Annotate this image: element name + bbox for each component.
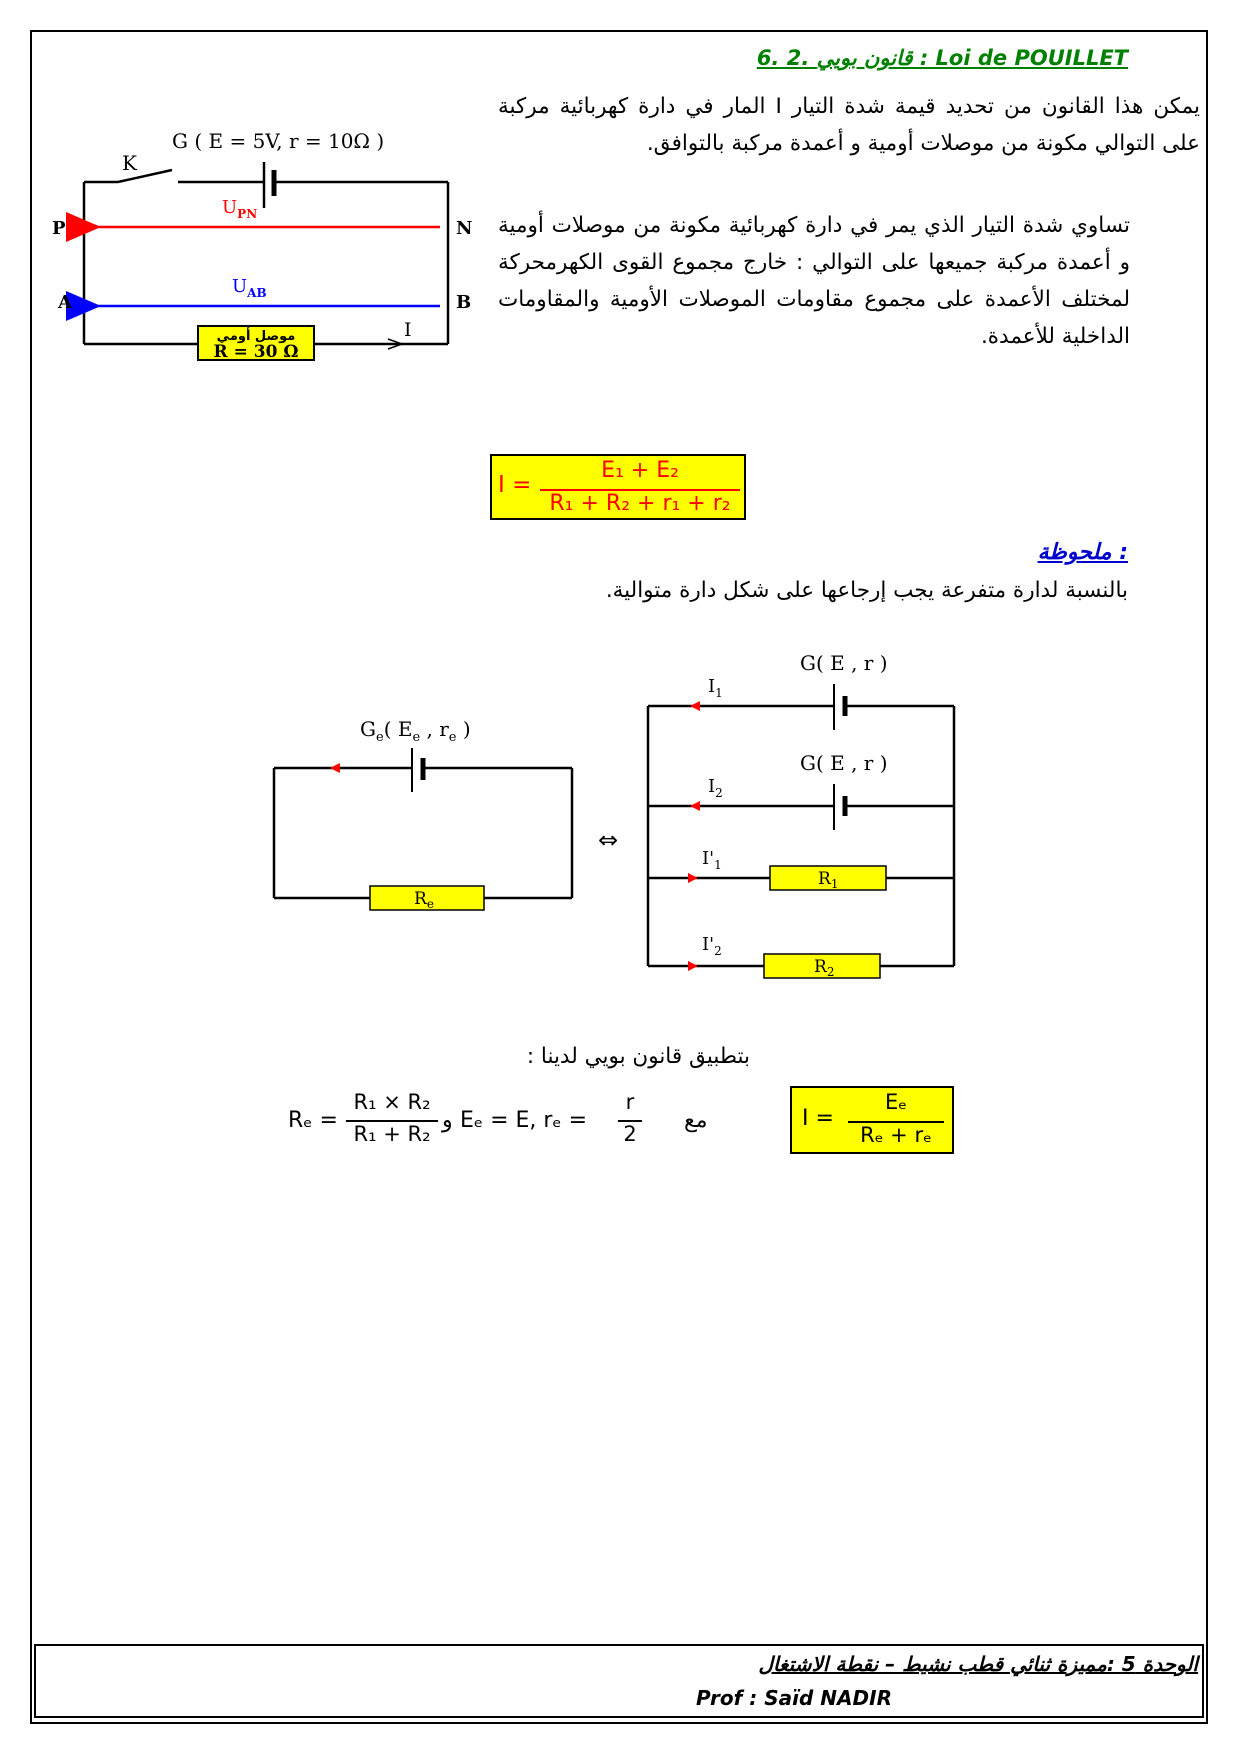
switch-label: K bbox=[122, 151, 137, 175]
node-b-label: B bbox=[456, 292, 472, 313]
ip1-label: $I'_1$ bbox=[702, 848, 722, 872]
generator1-label: G( E , r ) bbox=[800, 651, 888, 675]
r2-label: $R_2$ bbox=[814, 957, 835, 979]
re-lhs: Rₑ = bbox=[288, 1108, 338, 1133]
node-p-label: P bbox=[52, 218, 66, 239]
footer-author: Prof : Saïd NADIR bbox=[696, 1686, 892, 1710]
uab-label: $U_{AB}$ bbox=[232, 276, 267, 300]
formula-lhs: I = bbox=[498, 472, 532, 498]
pouillet-formula-box bbox=[490, 454, 746, 520]
generator2-label: G( E , r ) bbox=[800, 751, 888, 775]
circuit-diagram-series bbox=[0, 0, 1240, 420]
law-paragraph: تساوي شدة التيار الذي يمر في دارة كهربائية مكونة من موصلات أومية و أعمدة مركبة جميعها على التوالي : خارج مجموع القوى الكهرمحركة لمختلف الأعمدة على مجموع مقاومات الموصلات الأومية والمقاومات الداخلية للأعمدة. bbox=[498, 213, 1130, 349]
ip1-arrow-icon bbox=[688, 873, 698, 883]
i-numerator: Eₑ bbox=[884, 1090, 908, 1114]
equivalent-current-formula-box bbox=[790, 1086, 954, 1154]
equivalent-formulas bbox=[286, 1090, 746, 1152]
formula-numerator: E₁ + E₂ bbox=[601, 458, 679, 483]
ip2-arrow-icon bbox=[688, 961, 698, 971]
r-denominator: 2 bbox=[623, 1122, 637, 1146]
with-word: مع bbox=[684, 1108, 708, 1133]
page-footer bbox=[34, 1644, 1204, 1718]
branched-circuit bbox=[648, 651, 954, 979]
i-lhs: I = bbox=[802, 1106, 834, 1131]
note-text: بالنسبة لدارة متفرعة يجب إرجاعها على شكل دارة متوالية. bbox=[605, 578, 1128, 603]
resistor-value-label: R = 30 Ω bbox=[213, 342, 299, 362]
node-n-label: N bbox=[456, 218, 473, 239]
intro-paragraph: يمكن هذا القانون من تحديد قيمة شدة التيار I المار في دارة كهربائية مركبة على التوالي مكونة من موصلات أومية و أعمدة مركبة بالتوافق. bbox=[498, 94, 1201, 156]
i-denominator: Rₑ + rₑ bbox=[860, 1123, 932, 1147]
ip2-label: $I'_2$ bbox=[702, 934, 722, 958]
formula-denominator: R₁ + R₂ + r₁ + r₂ bbox=[549, 491, 731, 516]
node-a-label: A bbox=[58, 292, 72, 313]
i2-arrow-icon bbox=[690, 801, 700, 811]
re-denominator: R₁ + R₂ bbox=[353, 1122, 431, 1146]
equivalent-current-arrow-icon bbox=[330, 763, 340, 773]
circuit-diagram-parallel bbox=[0, 620, 1240, 980]
i1-label: $I_1$ bbox=[708, 676, 723, 700]
resistor-arabic-label: موصل أومي bbox=[216, 329, 296, 344]
r-numerator: r bbox=[625, 1090, 635, 1114]
re-numerator: R₁ × R₂ bbox=[353, 1090, 431, 1114]
generator-label: G ( E = 5V, r = 10Ω ) bbox=[172, 129, 385, 153]
equivalence-symbol: ⇔ bbox=[598, 826, 619, 854]
i1-arrow-icon bbox=[690, 701, 700, 711]
application-text: بتطبيق قانون بويي لدينا : bbox=[526, 1044, 750, 1069]
equivalent-resistor-label: $R_e$ bbox=[414, 889, 434, 911]
i2-label: $I_2$ bbox=[708, 776, 723, 800]
and-word: و bbox=[442, 1108, 453, 1133]
ee-equation: Eₑ = E, rₑ = bbox=[460, 1108, 588, 1133]
current-label: I bbox=[404, 319, 412, 341]
equivalent-generator-label: $G_e$( $E_e$ , $r_e$ ) bbox=[360, 717, 471, 745]
upn-label: $U_{PN}$ bbox=[222, 197, 258, 221]
equivalent-circuit bbox=[274, 717, 572, 911]
note-title: ملحوظة : bbox=[1037, 540, 1128, 565]
r1-label: $R_1$ bbox=[818, 869, 839, 891]
footer-unit-title: الوحدة 5 :مميزة ثنائي قطب نشيط – نقطة الاشتغال bbox=[758, 1652, 1198, 1676]
section-heading: 6. 2. قانون بويي : Loi de POUILLET bbox=[756, 46, 1128, 70]
